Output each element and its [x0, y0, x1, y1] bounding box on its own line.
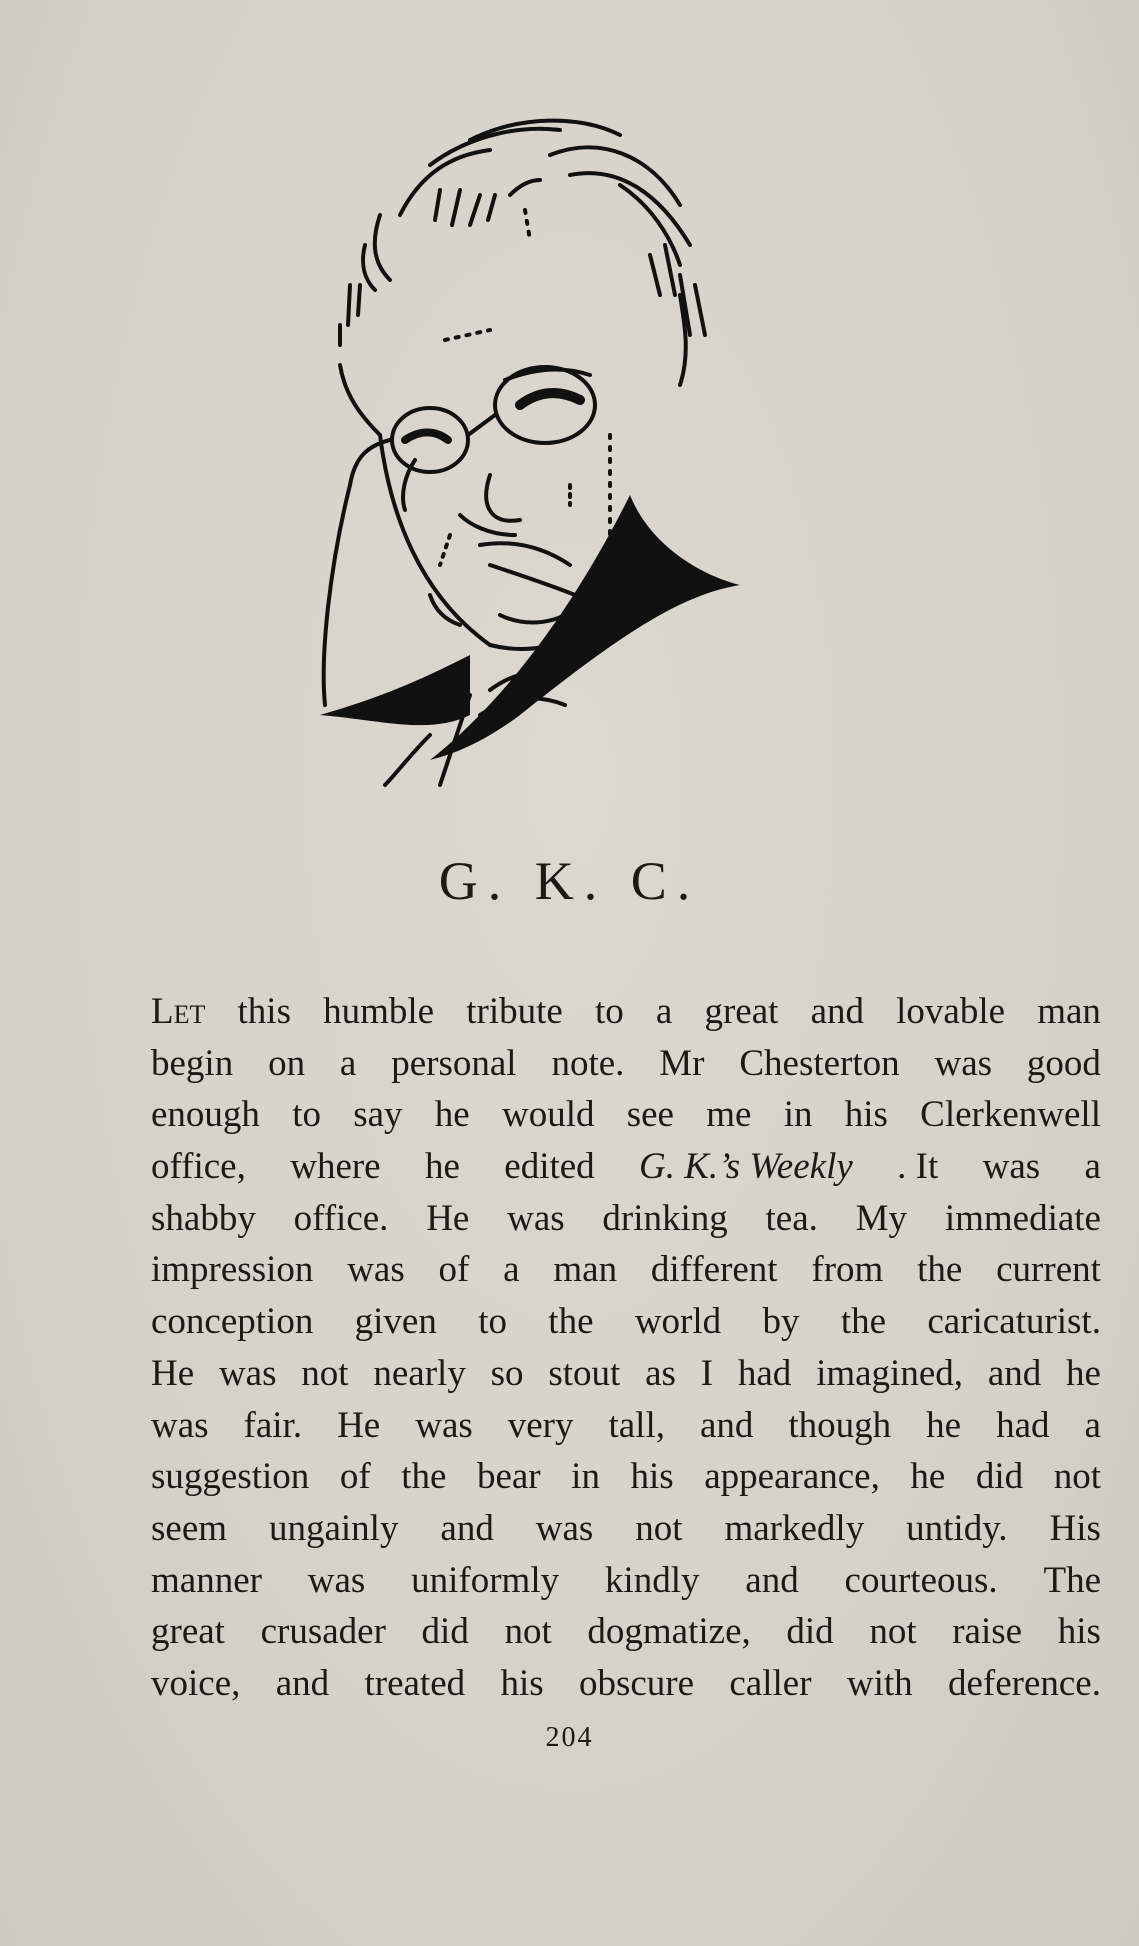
text-line [151, 986, 1101, 1038]
word: markedly [724, 1507, 865, 1549]
word: crusader [260, 1611, 386, 1653]
word: drinking [602, 1197, 728, 1239]
word: note. [551, 1042, 625, 1084]
word: His [1049, 1507, 1101, 1549]
word: had [996, 1404, 1050, 1446]
word: office. [293, 1197, 389, 1239]
text-line [151, 1244, 1101, 1296]
word: to [594, 991, 624, 1032]
word: personal [391, 1042, 517, 1084]
word: not [301, 1352, 349, 1394]
word: lovable [896, 991, 1006, 1032]
text-line [151, 1296, 1101, 1348]
word: tall, [608, 1404, 665, 1446]
text-line [151, 1141, 1101, 1193]
chapter-heading: G. K. C. [438, 851, 701, 911]
word: stout [548, 1352, 621, 1394]
body-paragraph [151, 986, 1101, 1710]
word: did [786, 1611, 834, 1653]
word: and [440, 1507, 494, 1549]
word: not [635, 1507, 683, 1549]
word: would [501, 1094, 595, 1136]
word: this [237, 991, 291, 1032]
word: was [218, 1352, 277, 1394]
word: not [504, 1611, 552, 1653]
word: given [354, 1301, 437, 1343]
word: treated [364, 1662, 466, 1704]
word: a [1084, 1146, 1101, 1188]
word: manner [151, 1559, 262, 1601]
word: with [846, 1662, 913, 1704]
word: not [1053, 1456, 1101, 1498]
word: he [1066, 1352, 1101, 1394]
word: his [500, 1662, 544, 1704]
word: conception [151, 1301, 314, 1343]
word: kindly [604, 1559, 700, 1601]
word: was [151, 1404, 209, 1446]
word: did [975, 1456, 1024, 1498]
word: shabby [151, 1197, 256, 1239]
word: as [645, 1352, 676, 1394]
word: he [910, 1456, 946, 1498]
word: was [415, 1404, 473, 1446]
word: see [626, 1094, 674, 1136]
word: me [706, 1094, 752, 1136]
text-line [151, 1400, 1101, 1452]
word: immediate [944, 1197, 1101, 1239]
text-line [151, 1658, 1101, 1710]
word: He [426, 1197, 470, 1239]
word: fair. [243, 1404, 303, 1446]
word: a [339, 1042, 357, 1084]
word: in [783, 1094, 813, 1136]
word: was [307, 1559, 366, 1601]
word: He [151, 1352, 195, 1394]
word: a [1084, 1404, 1101, 1446]
word: where [290, 1146, 381, 1188]
word: G. K.’s Weekly [639, 1146, 853, 1188]
word: in [571, 1456, 600, 1498]
word: world [634, 1301, 722, 1343]
word: The [1043, 1559, 1101, 1601]
word: to [478, 1301, 507, 1343]
word: Let [151, 991, 206, 1032]
word: dogmatize, [587, 1611, 751, 1653]
text-line [151, 1555, 1101, 1607]
text-line [151, 1089, 1101, 1141]
word: bear [476, 1456, 541, 1498]
word: was [507, 1197, 565, 1239]
caricature-portrait-image [320, 95, 920, 795]
word: imagined, [816, 1352, 964, 1394]
word: tea. [765, 1197, 818, 1239]
word: the [548, 1301, 594, 1343]
word: caller [729, 1662, 812, 1704]
word: though [788, 1404, 892, 1446]
word: I [700, 1352, 714, 1394]
word: and [987, 1352, 1042, 1394]
word: very [507, 1404, 574, 1446]
text-line [151, 1606, 1101, 1658]
word: begin [151, 1042, 234, 1084]
word: and [810, 991, 865, 1032]
word: My [855, 1197, 908, 1239]
word: courteous. [844, 1559, 998, 1601]
word: Chesterton [739, 1042, 900, 1084]
word: uniformly [411, 1559, 560, 1601]
word: his [1057, 1611, 1101, 1653]
word: He [337, 1404, 381, 1446]
text-line [151, 1038, 1101, 1090]
word: say [353, 1094, 403, 1136]
word: good [1026, 1042, 1101, 1084]
word: ungainly [268, 1507, 399, 1549]
word: and [745, 1559, 799, 1601]
word: did [421, 1611, 469, 1653]
word: was [347, 1249, 405, 1291]
word: and [275, 1662, 330, 1704]
word: from [811, 1249, 884, 1291]
text-line [151, 1451, 1101, 1503]
word: of [438, 1249, 470, 1291]
word: and [699, 1404, 754, 1446]
word: caricaturist. [927, 1301, 1101, 1343]
word: untidy. [906, 1507, 1008, 1549]
text-line [151, 1503, 1101, 1555]
word: was [982, 1146, 1041, 1188]
word: seem [151, 1507, 228, 1549]
word: obscure [578, 1662, 695, 1704]
word: impression [151, 1249, 314, 1291]
word: current [996, 1249, 1101, 1291]
word: not [869, 1611, 917, 1653]
word: he [424, 1146, 460, 1188]
word: tribute [466, 991, 563, 1032]
word: Mr [659, 1042, 705, 1084]
word: his [844, 1094, 888, 1136]
word: raise [952, 1611, 1023, 1653]
word: great [704, 991, 779, 1032]
word: nearly [373, 1352, 466, 1394]
word: on [268, 1042, 306, 1084]
word: of [339, 1456, 371, 1498]
word: he [434, 1094, 470, 1136]
word: humble [323, 991, 435, 1032]
word: great [151, 1611, 225, 1653]
word: . It [897, 1146, 939, 1188]
word: appearance, [704, 1456, 880, 1498]
word: he [926, 1404, 962, 1446]
word: was [535, 1507, 594, 1549]
word: the [917, 1249, 963, 1291]
word: was [934, 1042, 993, 1084]
word: Clerkenwell [920, 1094, 1101, 1136]
word: voice, [151, 1662, 241, 1704]
word: to [292, 1094, 321, 1136]
word: his [630, 1456, 674, 1498]
page-number: 204 [545, 1722, 594, 1753]
word: a [503, 1249, 520, 1291]
word: office, [151, 1146, 246, 1188]
text-line [151, 1193, 1101, 1245]
word: man [1037, 991, 1101, 1032]
word: enough [151, 1094, 260, 1136]
word: the [840, 1301, 887, 1343]
word: a [655, 991, 673, 1032]
word: by [762, 1301, 800, 1343]
word: edited [504, 1146, 595, 1188]
word: deference. [947, 1662, 1101, 1704]
word: the [401, 1456, 447, 1498]
word: suggestion [151, 1456, 310, 1498]
word: man [553, 1249, 618, 1291]
word: had [737, 1352, 792, 1394]
text-line [151, 1348, 1101, 1400]
word: so [490, 1352, 524, 1394]
word: different [650, 1249, 778, 1291]
